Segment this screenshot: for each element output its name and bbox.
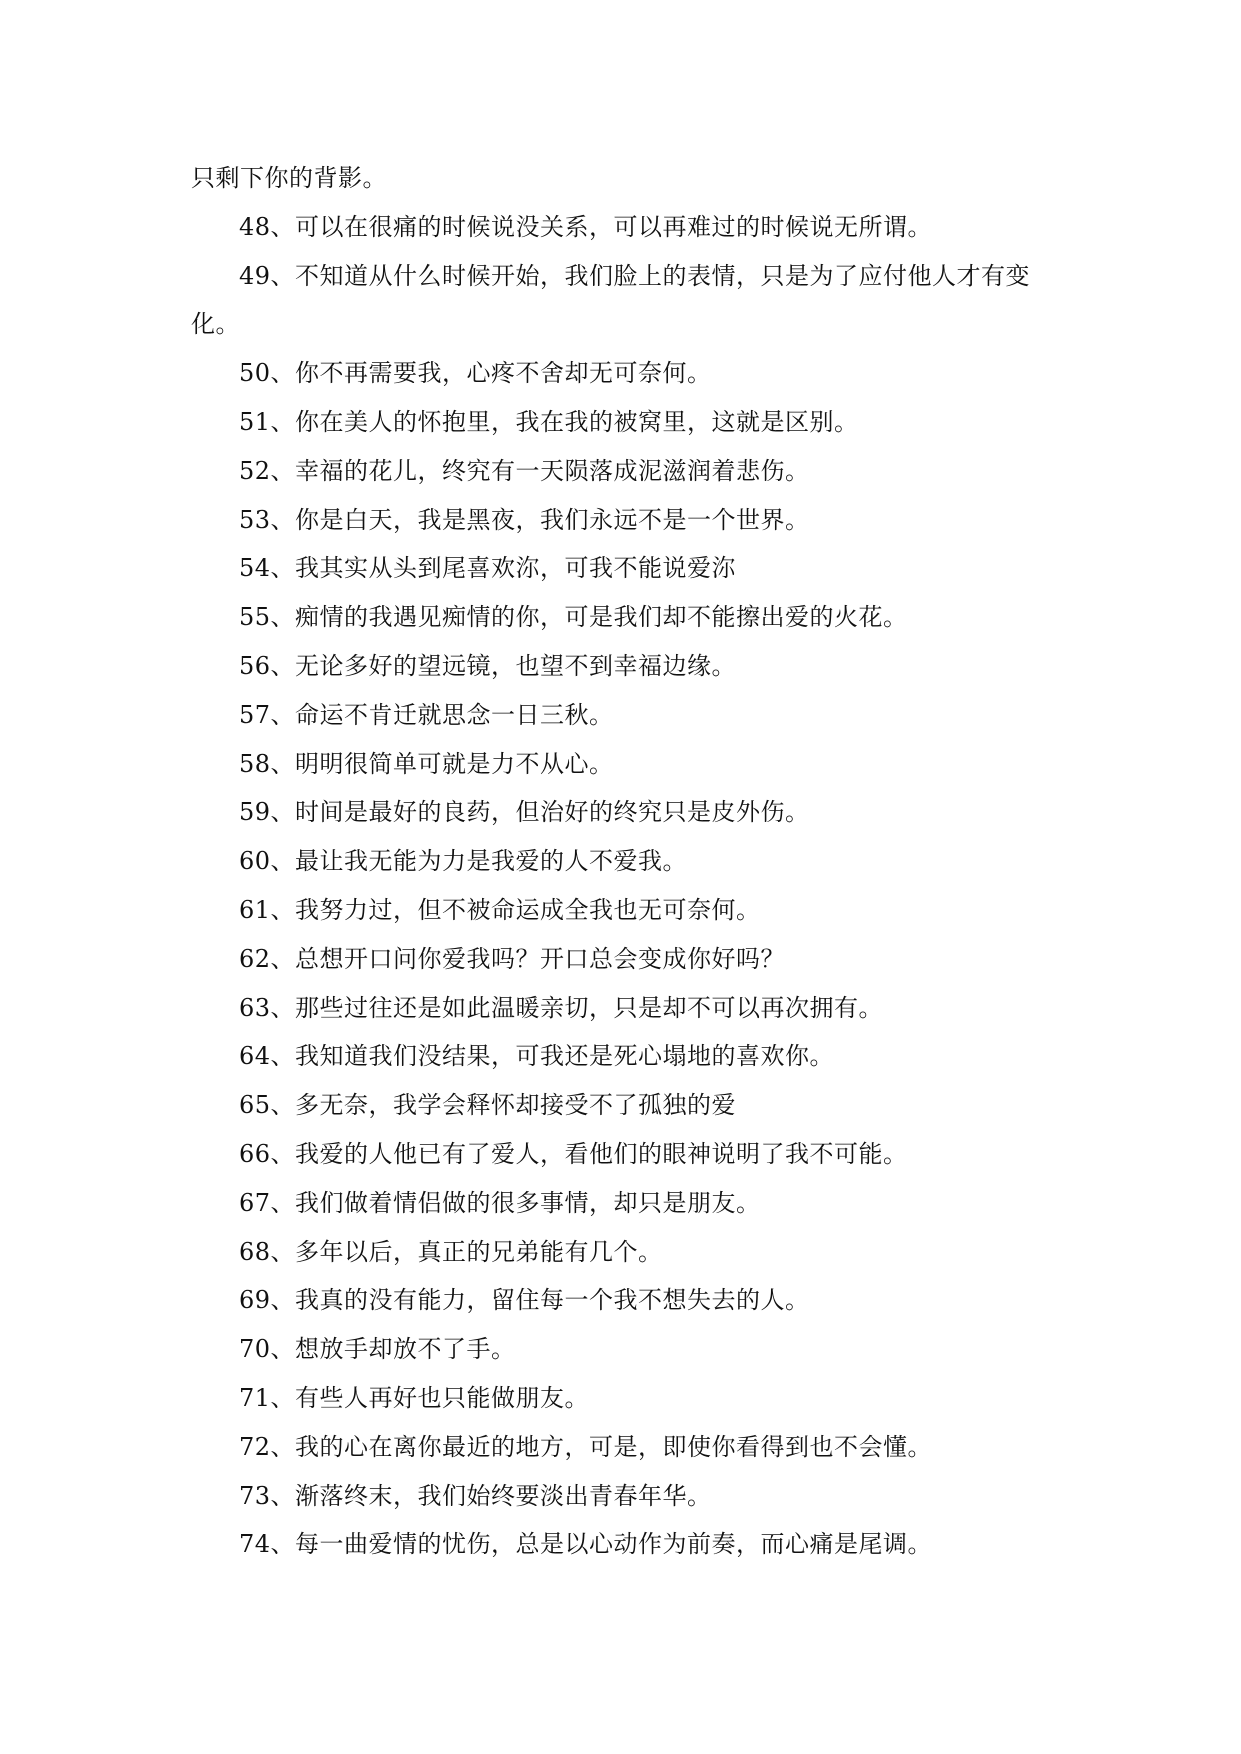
document-line: 57、命运不肯迁就思念一日三秋。 — [239, 700, 614, 729]
document-line: 65、多无奈，我学会释怀却接受不了孤独的爱 — [239, 1091, 737, 1120]
document-line: 71、有些人再好也只能做朋友。 — [239, 1383, 590, 1412]
document-line: 49、不知道从什么时候开始，我们脸上的表情，只是为了应付他人才有变 — [239, 261, 1031, 290]
document-line: 66、我爱的人他已有了爱人，看他们的眼神说明了我不可能。 — [239, 1139, 908, 1168]
document-line: 70、想放手却放不了手。 — [239, 1335, 516, 1364]
document-line: 61、我努力过，但不被命运成全我也无可奈何。 — [239, 895, 761, 924]
document-line: 56、无论多好的望远镜，也望不到幸福边缘。 — [239, 651, 737, 680]
document-line: 69、我真的没有能力，留住每一个我不想失去的人。 — [239, 1286, 810, 1315]
document-line: 化。 — [191, 310, 240, 339]
document-line: 74、每一曲爱情的忧伤，总是以心动作为前奏，而心痛是尾调。 — [239, 1530, 933, 1559]
document-line: 64、我知道我们没结果，可我还是死心塌地的喜欢你。 — [239, 1042, 835, 1071]
document-line: 67、我们做着情侣做的很多事情，却只是朋友。 — [239, 1188, 761, 1217]
document-line: 48、可以在很痛的时候说没关系，可以再难过的时候说无所谓。 — [239, 212, 933, 241]
document-body — [191, 154, 1051, 1569]
document-line: 55、痴情的我遇见痴情的你，可是我们却不能擦出爱的火花。 — [239, 603, 908, 632]
document-line: 68、多年以后，真正的兄弟能有几个。 — [239, 1237, 663, 1266]
document-line: 59、时间是最好的良药，但治好的终究只是皮外伤。 — [239, 798, 810, 827]
document-line: 51、你在美人的怀抱里，我在我的被窝里，这就是区别。 — [239, 407, 859, 436]
document-line: 60、最让我无能为力是我爱的人不爱我。 — [239, 847, 688, 876]
document-line: 只剩下你的背影。 — [191, 164, 387, 192]
document-line: 63、那些过往还是如此温暖亲切，只是却不可以再次拥有。 — [239, 993, 884, 1022]
document-line: 53、你是白天，我是黑夜，我们永远不是一个世界。 — [239, 505, 810, 534]
document-line: 73、渐落终末，我们始终要淡出青春年华。 — [239, 1481, 712, 1510]
document-line: 72、我的心在离你最近的地方，可是，即使你看得到也不会懂。 — [239, 1432, 933, 1461]
document-line: 58、明明很简单可就是力不从心。 — [239, 749, 614, 778]
document-line: 62、总想开口问你爱我吗？开口总会变成你好吗？ — [239, 944, 786, 973]
document-line: 50、你不再需要我，心疼不舍却无可奈何。 — [239, 359, 712, 388]
document-line: 54、我其实从头到尾喜欢沵，可我不能说爱沵 — [239, 554, 737, 583]
document-line: 52、幸福的花儿，终究有一天陨落成泥滋润着悲伤。 — [239, 456, 810, 485]
